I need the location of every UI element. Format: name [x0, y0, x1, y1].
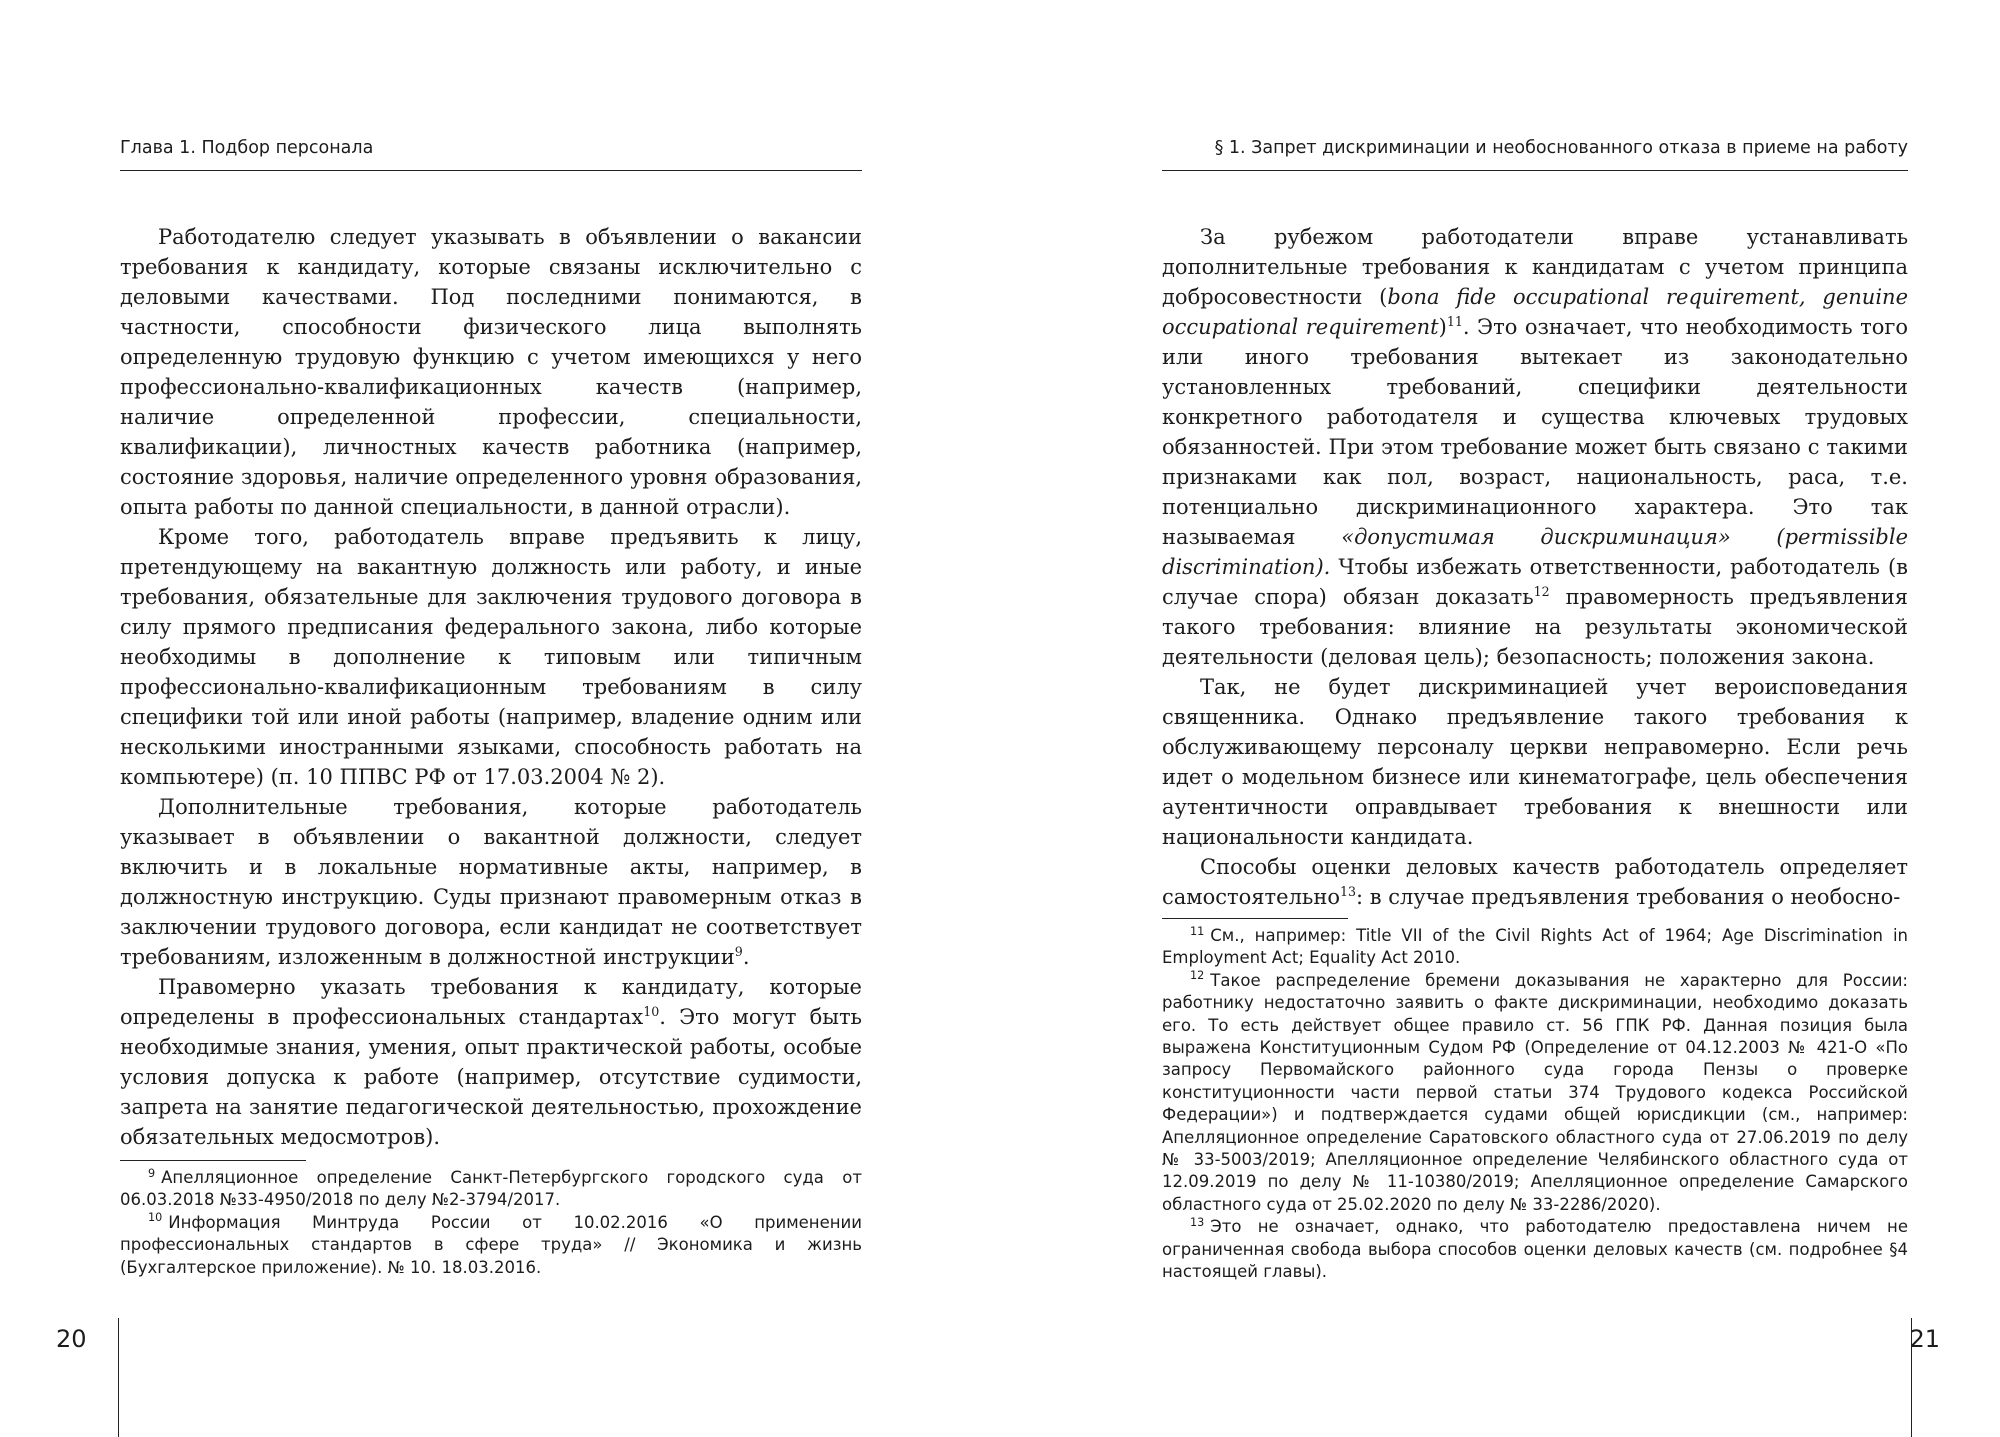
- italic-term: «допустимая дискриминация» (permissible discrimination).: [1162, 525, 1908, 579]
- page-number-left: 20: [56, 1325, 87, 1353]
- paragraph: Так, не будет дискриминацией учет вероисповедания священника. Однако предъявление такого требования к обслуживающему персоналу церкви неправомерно. Если речь идет о модельном бизнесе или кинематографе, цель обеспечения аутентичности оправдывает требования к внешности или национальности кандидата.: [1162, 675, 1908, 849]
- page-number-right: 21: [1909, 1325, 1940, 1353]
- footnote-number: 12: [1190, 969, 1205, 983]
- footnote-text: См., например: Title VII of the Civil Rights Act of 1964; Age Discrimination in Employment Act; Equality Act 2010.: [1162, 926, 1908, 968]
- paragraph: Дополнительные требования, которые работодатель указывает в объявлении о вакантной должности, следует включить и в локальные нормативные акты, например, в должностную инструкцию. Суды признают правомерным отказ в заключении трудового договора, если кандидат не соответствует требованиям, изложенным в должностной инструкции$^9$.: [120, 795, 862, 969]
- paragraph: Способы оценки деловых качеств работодатель определяет самостоятельно$^{13}$: в случае предъявления требования о необосно-: [1162, 855, 1908, 909]
- footnote-text: Такое распределение бремени доказывания не характерно для России: работнику недостаточно заявить о факте дискриминации, необходимо доказать его. То есть действует общее правило ст. 56 ГПК РФ. Данная позиция была выражена Конституционным Судом РФ (Определение от 04.12.2003 № 421-О «По запросу Первомайского районного суда города Пензы о проверке конституционности части первой статьи 374 Трудового кодекса Российской Федерации») и подтверждается судами общей юрисдикции (см., например: Апелляционное определение Саратовского областного суда от 27.06.2019 по делу № 33-5003/2019; Апелляционное определение Челябинского областного суда от 12.09.2019 по делу № 11-10380/2019; Апелляционное определение Самарского областного суда от 25.02.2020 по делу № 33-2286/2020).: [1162, 970, 1908, 1214]
- footnotes-left: [120, 1160, 862, 1279]
- footnote: [1162, 970, 1908, 1216]
- footnote-rule: [120, 1160, 306, 1161]
- footnote-number: 9: [148, 1166, 156, 1180]
- italic-term: bona fide occupational requirement, genuine occupational requirement: [1162, 285, 1908, 339]
- footnote: [1162, 1216, 1908, 1283]
- body-text-right: [1162, 222, 1908, 912]
- footnote-number: 10: [148, 1211, 163, 1225]
- footnote-ref[interactable]: 13: [1340, 884, 1357, 899]
- footnote-number: 13: [1190, 1215, 1205, 1229]
- page-edge-rule: [1911, 1318, 1912, 1437]
- footnote-ref[interactable]: 9: [734, 944, 743, 959]
- paragraph: За рубежом работодатели вправе устанавливать дополнительные требования к кандидатам с учетом принципа добросовестности (bona fide occupational requirement, genuine occupational requirement)$^{11}$. Это означает, что необходимость того или иного требования вытекает из законодательно установленных требований, специфики деятельности конкретного работодателя и существа ключевых трудовых обязанностей. При этом требование может быть связано с такими признаками как пол, возраст, национальность, раса, т.е. потенциально дискриминационного характера. Это так называемая «допустимая дискриминация» (permissible discrimination). Чтобы избежать ответственности, работодатель (в случае спора) обязан доказать$^{12}$ правомерность предъявления такого требования: влияние на результаты экономической деятельности (деловая цель); безопасность; положения закона.: [1162, 225, 1908, 669]
- footnote-ref[interactable]: 12: [1533, 584, 1550, 599]
- footnote-text: Информация Минтруда России от 10.02.2016 «О применении профессиональных стандартов в сфере труда» // Экономика и жизнь (Бухгалтерское приложение). № 10. 18.03.2016.: [120, 1212, 862, 1277]
- footnote-ref[interactable]: 11: [1446, 314, 1463, 329]
- paragraph: Правомерно указать требования к кандидату, которые определены в профессиональных стандартах$^{10}$. Это могут быть необходимые знания, умения, опыт практической работы, особые условия допуска к работе (например, отсутствие судимости, запрета на занятие педагогической деятельностью, прохождение обязательных медосмотров).: [120, 975, 862, 1149]
- footnote-number: 11: [1190, 924, 1205, 938]
- footnotes-right: [1162, 918, 1908, 1284]
- footnote-rule: [1162, 918, 1348, 919]
- right-page: [1000, 0, 2000, 1437]
- body-text-left: [120, 222, 862, 1152]
- footnote-text: Это не означает, однако, что работодателю предоставлена ничем не ограниченная свобода выбора способов оценки деловых качеств (см. подробнее §4 настоящей главы).: [1162, 1217, 1908, 1282]
- footnote: [120, 1167, 862, 1212]
- paragraph: Работодателю следует указывать в объявлении о вакансии требования к кандидату, которые связаны исключительно с деловыми качествами. Под последними понимаются, в частности, способности физического лица выполнять определенную трудовую функцию с учетом имеющихся у него профессионально-квалификационных качеств (например, наличие определенной профессии, специальности, квалификации), личностных качеств работника (например, состояние здоровья, наличие определенного уровня образования, опыта работы по данной специальности, в данной отрасли).: [120, 225, 862, 519]
- paragraph: Кроме того, работодатель вправе предъявить к лицу, претендующему на вакантную должность или работу, и иные требования, обязательные для заключения трудового договора в силу прямого предписания федерального закона, либо которые необходимы в дополнение к типовым или типичным профессионально-квалификационным требованиям в силу специфики той или иной работы (например, владение одним или несколькими иностранными языками, способность работать на компьютере) (п. 10 ППВС РФ от 17.03.2004 № 2).: [120, 525, 862, 789]
- footnote-ref[interactable]: 10: [643, 1004, 660, 1019]
- footnote: [120, 1212, 862, 1279]
- page-edge-rule: [118, 1318, 119, 1437]
- running-head-left: Глава 1. Подбор персонала: [120, 134, 862, 171]
- footnote: [1162, 925, 1908, 970]
- running-head-right: § 1. Запрет дискриминации и необоснованного отказа в приеме на работу: [1162, 134, 1908, 171]
- footnote-text: Апелляционное определение Санкт-Петербургского городского суда от 06.03.2018 №33-4950/2018 по делу №2-3794/2017.: [120, 1168, 862, 1210]
